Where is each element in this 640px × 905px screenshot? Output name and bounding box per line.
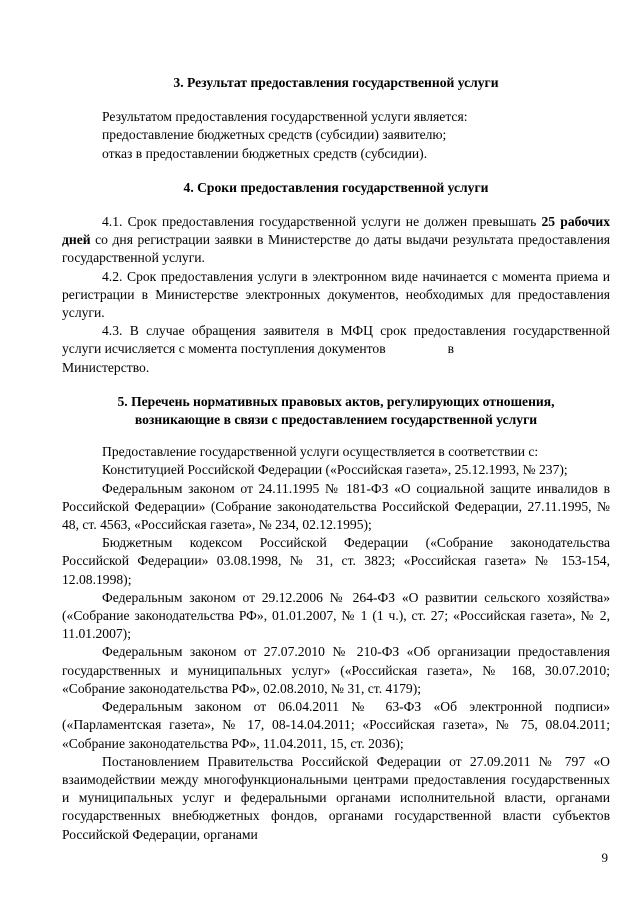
legal-act-item: Федеральным законом от 24.11.1995 № 181-ФЗ «О социальной защите инвалидов в Российской Федерации» (Собрание законодательства Российской Федерации, 27.11.1995, № 48, ст. 4563, «Российская газета», № 234, 02.12.1995); xyxy=(62,480,610,533)
legal-act-item: Федеральным законом от 27.07.2010 № 210-ФЗ «Об организации предоставления государственных и муниципальных услуг» («Российская газета», № 168, 30.07.2010; «Собрание законодательства РФ», 02.08.2010, № 31, ст. 4179); xyxy=(62,644,610,696)
paragraph-4-1-start: 4.1. Срок предоставления государственной услуги не должен превышать xyxy=(102,214,542,230)
legal-act-item: Постановлением Правительства Российской Федерации от 27.09.2011 № 797 «О взаимодействии между многофункциональными центрами предоставления государственных и муниципальных услуг и федеральными органами исполнительной власти, органами государственных внебюджетных фондов, органами государственной власти субъектов Российской Федерации, органами xyxy=(62,753,610,842)
section-3-line: предоставление бюджетных средств (субсидии) заявителю; xyxy=(102,127,447,143)
paragraph-4-1 xyxy=(62,213,610,268)
legal-act-item: Конституцией Российской Федерации («Российская газета», 25.12.1993, № 237); xyxy=(102,462,568,478)
section-5-title-line-1: 5. Перечень нормативных правовых актов, регулирующих отношения, xyxy=(117,393,555,409)
paragraph-4-2: 4.2. Срок предоставления услуги в электронном виде начинается с момента приема и регистрации в Министерстве электронных документов, необходимых для предоставления услуги. xyxy=(62,268,610,321)
paragraph-4-3-last: Министерство. xyxy=(62,359,150,375)
deadline-emphasis: 25 рабочих дней xyxy=(62,214,610,248)
section-3-line: Результатом предоставления государственной услуги является: xyxy=(102,109,468,125)
paragraph-4-3 xyxy=(62,322,610,377)
page-number: 9 xyxy=(601,850,608,865)
section-5-title-line-2: возникающие в связи с предоставлением государственной услуги xyxy=(134,412,538,428)
paragraph-4-3-text: 4.3. В случае обращения заявителя в МФЦ срок предоставления государственной услуги исчисляется с момента поступления документов xyxy=(62,323,610,357)
paragraph-4-3-word: в xyxy=(447,341,455,357)
paragraph-4-1-end: со дня регистрации заявки в Министерстве до даты выдачи результата предоставления государственной услуги. xyxy=(62,232,610,266)
section-3-title: 3. Результат предоставления государственной услуги xyxy=(173,75,499,90)
section-4-title: 4. Сроки предоставления государственной услуги xyxy=(183,179,489,195)
section-5-title xyxy=(62,393,610,429)
section-5-intro: Предоставление государственной услуги осуществляется в соответствии с: xyxy=(102,444,539,460)
legal-act-item: Федеральным законом от 06.04.2011 № 63-ФЗ «Об электронной подписи» («Парламентская газета», № 17, 08-14.04.2011; «Российская газета», № 75, 08.04.2011; «Собрание законодательства РФ», 11.04.2011, 15, ст. 2036); xyxy=(62,699,610,751)
section-3-line: отказ в предоставлении бюджетных средств (субсидии). xyxy=(102,145,428,161)
legal-act-item: Федеральным законом от 29.12.2006 № 264-ФЗ «О развитии сельского хозяйства» («Собрание законодательства РФ», 01.01.2007, № 1 (1 ч.), ст. 27; «Российская газета», № 2, 11.01.2007); xyxy=(62,589,610,642)
page-content xyxy=(62,74,610,844)
legal-act-item: Бюджетным кодексом Российской Федерации («Собрание законодательства Российской Федерации» 03.08.1998, № 31, ст. 3823; «Российская газета» № 153-154, 12.08.1998); xyxy=(62,535,610,587)
